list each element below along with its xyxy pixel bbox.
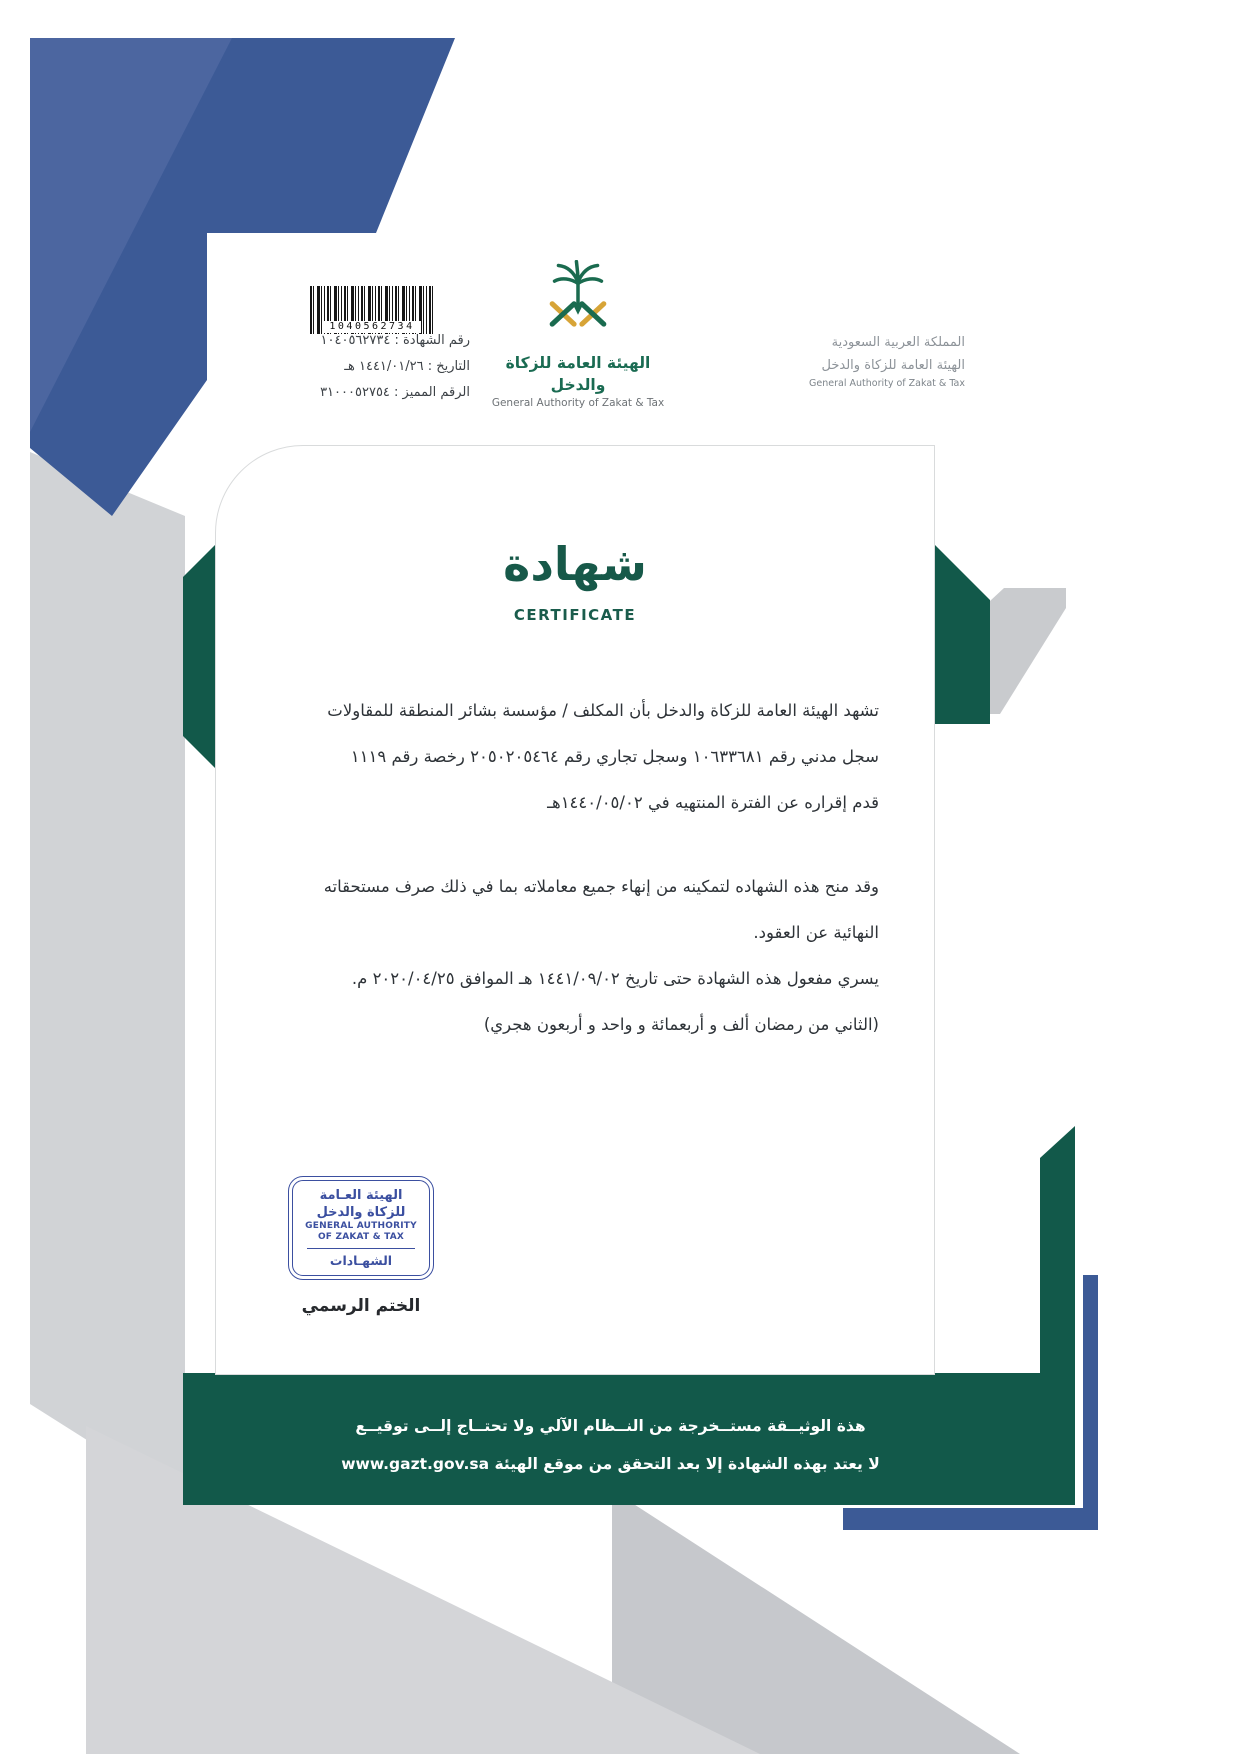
body-line: يسري مفعول هذه الشهادة حتى تاريخ ١٤٤١/٠٩/٠٢ هـ الموافق ٢٠٢٠/٠٤/٢٥ م. [351, 969, 879, 988]
stamp-authority-line1: الهيئة العـامة [319, 1188, 403, 1203]
kingdom-header [758, 331, 965, 391]
kingdom-authority-english: General Authority of Zakat & Tax [809, 378, 965, 389]
stamp-inner [292, 1180, 430, 1276]
certificate-body [258, 688, 879, 1048]
green-right-band [935, 545, 990, 724]
stamp-authority-english1: GENERAL AUTHORITY [305, 1221, 417, 1231]
gray-left-band [30, 452, 185, 1502]
authority-name-arabic: الهيئة العامة للزكاة والدخل [505, 354, 651, 394]
certificate-title-english: CERTIFICATE [513, 606, 637, 624]
green-left-band [183, 545, 215, 768]
footer-band-text [183, 1412, 1038, 1478]
kingdom-authority-arabic: الهيئة العامة للزكاة والدخل [821, 358, 965, 373]
authority-name-english: General Authority of Zakat & Tax [491, 397, 665, 409]
body-line: سجل مدني رقم ١٠٦٣٣٦٨١ وسجل تجاري رقم ٢٠٥٠٢٠٥٤٦٤ رخصة رقم ١١١٩ [350, 747, 879, 766]
body-line: قدم إقراره عن الفترة المنتهيه في ١٤٤٠/٠٥/٠٢هـ [547, 793, 879, 812]
meta-date: التاريخ : ١٤٤١/٠١/٢٦ هـ [344, 359, 470, 374]
gazt-palm-emblem-icon [540, 260, 616, 346]
gazt-logo [478, 260, 678, 410]
meta-certificate-number: رقم الشهادة : ١٠٤٠٥٦٢٧٣٤ [320, 333, 470, 348]
body-line: (الثاني من رمضان ألف و أربعمائة و واحد و أربعون هجري) [483, 1015, 879, 1034]
meta-distinctive-number: الرقم المميز : ٣١٠٠٠٥٢٧٥٤ [320, 385, 470, 400]
footer-line-1: هذة الوثيــقة مستــخرجة من النــظام الآلي ولا تحتــاج إلــى توقيــع [355, 1417, 866, 1435]
stamp-department: الشهـادات [329, 1253, 393, 1268]
body-line: تشهد الهيئة العامة للزكاة والدخل بأن المكلف / مؤسسة بشائر المنطقة للمقاولات [327, 701, 879, 720]
stamp-border [288, 1176, 434, 1280]
stamp-caption: الختم الرسمي [301, 1296, 421, 1316]
body-line: وقد منح هذه الشهاده لتمكينه من إنهاء جميع معاملاته بما في ذلك صرف مستحقاته [323, 877, 879, 896]
stamp-divider [307, 1248, 415, 1249]
stamp-authority-english2: OF ZAKAT & TAX [317, 1232, 405, 1242]
certificate-card [215, 445, 935, 1375]
footer-line-2: لا يعتد بهذه الشهادة إلا بعد التحقق من موقع الهيئة www.gazt.gov.sa [341, 1455, 880, 1473]
barcode-digits: 1040562734 [323, 321, 421, 333]
kingdom-name: المملكة العربية السعودية [831, 335, 965, 350]
body-line: النهائية عن العقود. [753, 923, 879, 942]
barcode [310, 286, 434, 334]
official-stamp [288, 1176, 434, 1316]
stamp-authority-line2: للزكاة والدخل [316, 1205, 406, 1220]
paragraph-gap [258, 826, 879, 864]
certificate-meta [268, 328, 470, 406]
certificate-title-arabic: شهادة [503, 537, 647, 591]
